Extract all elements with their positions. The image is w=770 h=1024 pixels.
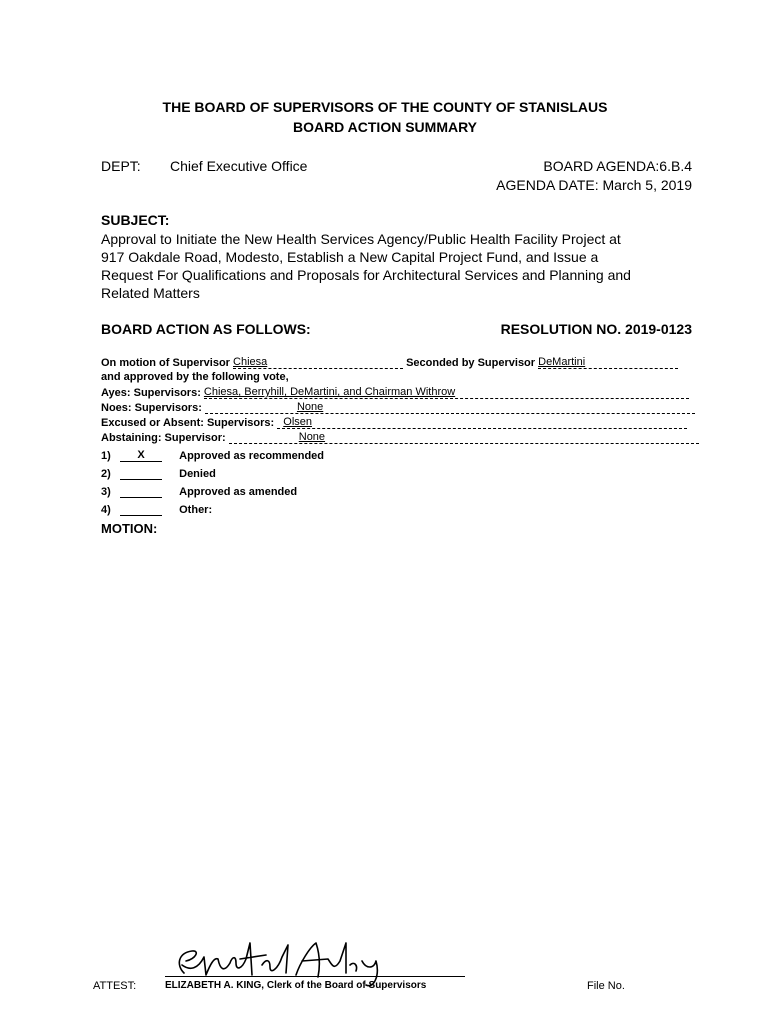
ayes-line <box>101 386 689 399</box>
motion-by-field <box>233 356 403 369</box>
option-row <box>101 449 324 462</box>
dept-value: Chief Executive Office <box>170 158 308 174</box>
option-number: 2) <box>101 468 111 480</box>
subject-line: Approval to Initiate the New Health Services Agency/Public Health Facility Project at <box>101 231 621 247</box>
subject-line: Request For Qualifications and Proposals for Architectural Services and Planning and <box>101 267 631 283</box>
option-label: Other: <box>179 504 213 516</box>
board-agenda: BOARD AGENDA:6.B.4 <box>543 158 692 174</box>
seconded-by-field <box>538 356 678 369</box>
ayes-value: Chiesa, Berryhill, DeMartini, and Chairman Withrow <box>203 386 456 398</box>
seconded-label: Seconded by Supervisor <box>406 357 536 369</box>
excused-field <box>277 416 687 429</box>
motion-by-value: Chiesa <box>233 356 268 368</box>
file-number: File No. <box>587 980 625 992</box>
agenda-date: AGENDA DATE: March 5, 2019 <box>496 177 692 193</box>
subject-line: 917 Oakdale Road, Modesto, Establish a New Capital Project Fund, and Issue a <box>101 249 599 265</box>
noes-line <box>101 401 695 414</box>
excused-line <box>101 416 687 429</box>
subject-line: Related Matters <box>101 285 200 301</box>
noes-value: None <box>296 401 324 413</box>
noes-label: Noes: Supervisors: <box>101 402 202 414</box>
approved-line: and approved by the following vote, <box>101 371 289 383</box>
option-mark <box>120 503 162 516</box>
option-row <box>101 467 216 480</box>
excused-label: Excused or Absent: Supervisors: <box>101 417 275 429</box>
abstaining-field <box>229 431 699 444</box>
abstaining-line <box>101 431 699 444</box>
option-number: 3) <box>101 486 111 498</box>
motion-label: MOTION: <box>101 521 158 536</box>
ayes-label: Ayes: Supervisors: <box>101 387 201 399</box>
ayes-field <box>204 386 689 399</box>
option-row <box>101 503 212 516</box>
abstaining-label: Abstaining: Supervisor: <box>101 432 226 444</box>
option-mark <box>120 467 162 480</box>
option-mark <box>120 485 162 498</box>
motion-label: On motion of Supervisor <box>101 357 230 369</box>
option-number: 1) <box>101 450 111 462</box>
board-action-heading: BOARD ACTION AS FOLLOWS: <box>101 321 311 337</box>
signature-line <box>165 976 465 977</box>
dept-label: DEPT: <box>101 158 141 174</box>
abstaining-value: None <box>298 431 326 443</box>
document-title: THE BOARD OF SUPERVISORS OF THE COUNTY OF STANISLAUS <box>162 99 608 115</box>
excused-value: Olsen <box>283 416 313 428</box>
subject-label: SUBJECT: <box>101 212 170 228</box>
option-row <box>101 485 297 498</box>
clerk-name: ELIZABETH A. KING, Clerk of the Board of Supervisors <box>165 980 427 991</box>
motion-line <box>101 356 678 369</box>
attest-label: ATTEST: <box>93 980 137 992</box>
seconded-by-value: DeMartini <box>538 356 586 368</box>
option-label: Approved as amended <box>179 486 298 498</box>
noes-field <box>205 401 695 414</box>
option-number: 4) <box>101 504 111 516</box>
document-subtitle: BOARD ACTION SUMMARY <box>292 119 478 135</box>
option-mark: X <box>120 449 162 462</box>
option-label: Denied <box>179 468 216 480</box>
option-label: Approved as recommended <box>179 450 324 462</box>
resolution-number: RESOLUTION NO. 2019-0123 <box>500 321 692 337</box>
